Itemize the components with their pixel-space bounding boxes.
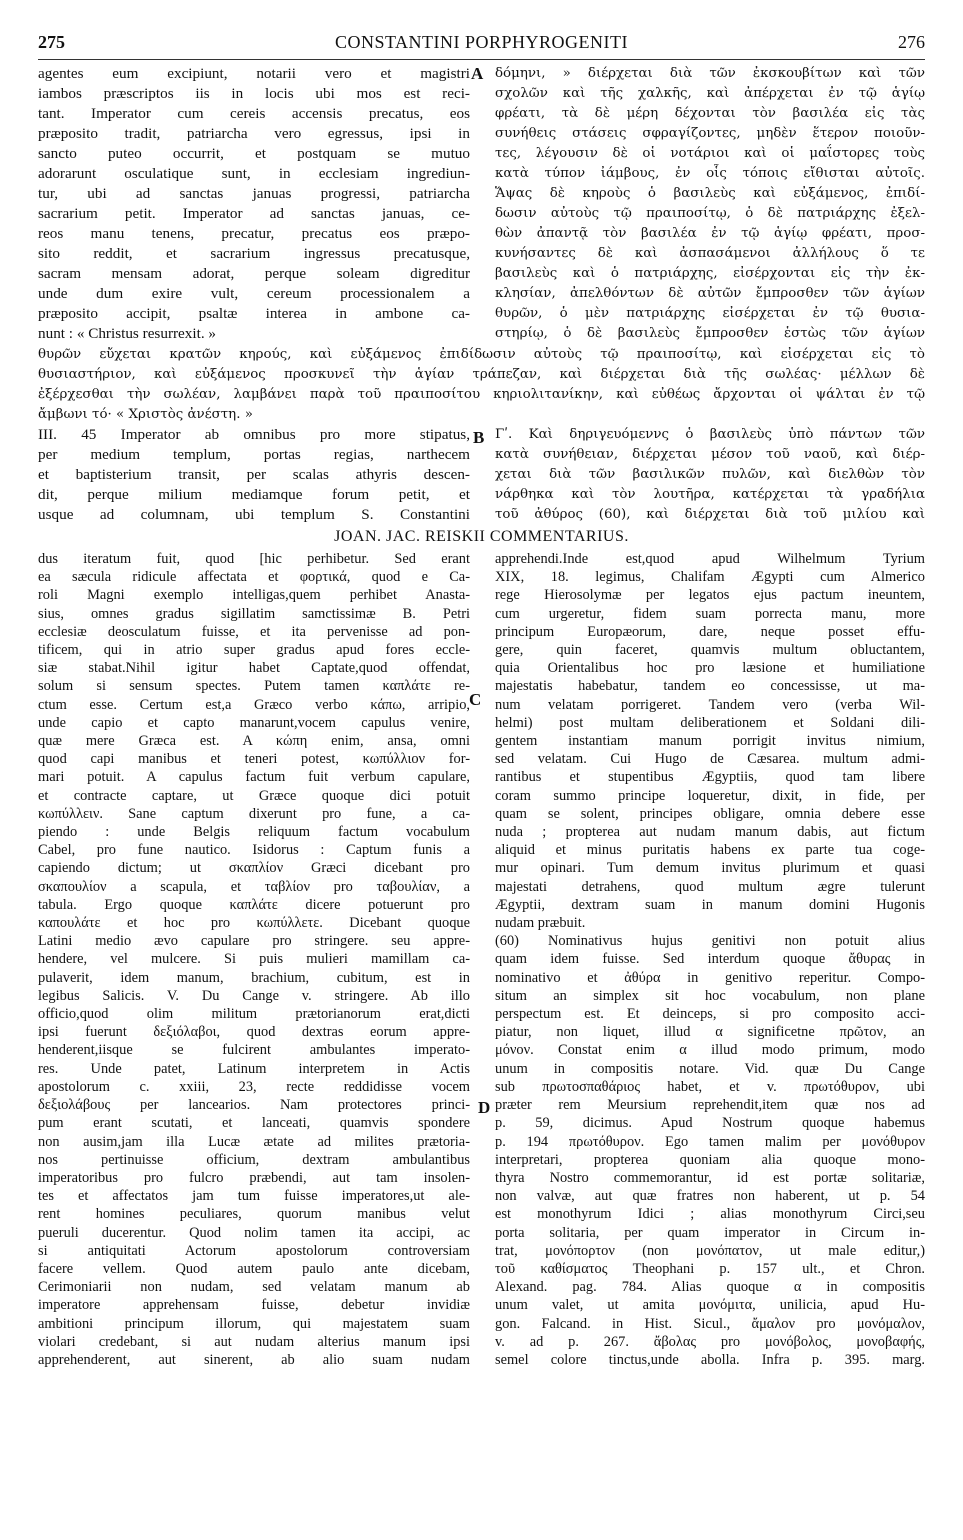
text-line: helmi) post multam deliberationem et Soldani dili-: [495, 714, 925, 731]
text-line: φρέατι, τὰ δὲ μέρη δέχονται τὸν βασιλέα εἰς τὰς: [495, 106, 925, 121]
text-line: μόνον. Constat enim α illud modo primum, modo: [495, 1042, 925, 1059]
text-line: semel colore tinctus,unde abolla. Infra p. 395. marg.: [495, 1351, 925, 1368]
text-line: (60) Nominativus hujus genitivi non potuit alius: [495, 933, 925, 950]
text-line: rantibus et stupentibus Ægyptiis, quod tam libere: [495, 769, 925, 786]
text-line: tes et affectatos jam tum fuisse imperatores,ut ale-: [38, 1188, 470, 1205]
text-line: mur opinari. Tum demum invitus plurimum et quasi: [495, 860, 925, 877]
text-line: ecclesiæ deosculatum fuisse, et ita pervenisse ad pon-: [38, 623, 470, 640]
text-line: rege Hierosolymæ per legatos ejus pactum ineuntem,: [495, 587, 925, 604]
text-line: III. 45 Imperator ab omnibus pro more stipatus,: [38, 426, 470, 443]
text-line: res. Unde patet, Latinum interpretem in Actis: [38, 1060, 470, 1077]
greek-full-width-block: [38, 345, 925, 425]
text-line: usque ad columnam, ubi templum S. Constantini: [38, 506, 470, 523]
text-line: νάρθηκα καὶ τὸν λουτῆρα, κατέρχεται τὰ γραδήλια: [495, 487, 925, 502]
text-line: majestatis habebatur, tandem eo concessisse, ut ma-: [495, 678, 925, 695]
text-line: nos pertinuisse officium, dextram ambulantibus: [38, 1151, 470, 1168]
text-line: sub πρωτοσπαθάριος habet, et v. πρωτόθυρον, ubi: [495, 1078, 925, 1095]
header-rule: [38, 59, 925, 60]
text-line: rent homines peculiares, quorum manibus velut: [38, 1206, 470, 1223]
text-line: XIX, 18. legimus, Chalifam Ægypti cum Almerico: [495, 569, 925, 586]
text-line: adorarunt osculatique sunt, in ecclesiam ingrediun-: [38, 165, 470, 182]
text-line: capiendo dictum; ut σκαπλίον Græci dicebant pro: [38, 860, 470, 877]
text-line: majestati detrahens, quod multum ægre tulerunt: [495, 878, 925, 895]
text-line: sito reddit, et sacrarium ingressus precatusque,: [38, 245, 470, 262]
text-line: tificem, qui in atrio super gradus apud fores eccle-: [38, 642, 470, 659]
text-line: Γʹ. Καὶ δηριγευόμεννς ὁ βασιλεὺς ὑπὸ πάντων τῶν: [495, 427, 925, 442]
text-line: apprehendi.Inde est,quod apud Wilhelmum Tyrium: [495, 551, 925, 567]
text-line: συνήθεις στάσεις σφραγίζοντες, μηδὲν ἕτερον ποιοῦν-: [495, 126, 925, 141]
text-line: τες, λέγουσιν δὲ οἱ νοτάριοι καὶ οἱ μαΐστορες τοὺς: [495, 146, 925, 161]
text-line: cum urgeretur, fidem suam porrecta manu, more: [495, 605, 925, 622]
commentary-left-column: [38, 550, 470, 1369]
text-line: gere, quin faceret, quamvis multum obluctantem,: [495, 642, 925, 659]
text-line: et baptisterium transit, per scalas athyris descen-: [38, 466, 470, 483]
text-line: κυνήσαντες δὲ καὶ ἀσπασάμενοι ἀλλήλους ὅ τε: [495, 246, 925, 261]
text-line: βασιλεὺς καὶ ὁ πατριάρχης, εἰσέρχονται εἰς τὴν ἐκ-: [495, 266, 925, 281]
text-line: sancto puteo occurrit, et postquam se mutuo: [38, 145, 470, 162]
text-line: sacrarium petit. Imperator ad sanctas januas, ce-: [38, 205, 470, 222]
text-line: non valvæ, aut quæ fratres non haberent, ut p. 54: [495, 1188, 925, 1205]
text-line: Cabel, pro fune nautico. Isidorus : Captum funis a: [38, 842, 470, 859]
text-line: quæ mere Græca est. A κώπη enim, ansa, omni: [38, 733, 470, 750]
text-line: imperatore apprehensam fuisse, debetur invidiæ: [38, 1297, 470, 1314]
text-line: nominativo et ἀθύρα in genitivo reperitur. Compo-: [495, 969, 925, 986]
text-line: unum valet, ut amita μονόμιτα, unilicia, apud Hu-: [495, 1297, 925, 1314]
text-line: Cerimoniarii non nudam, sed velatam manum ab: [38, 1279, 470, 1296]
text-line: dus iteratum fuit, quod [hic perhibetur. Sed erant: [38, 551, 470, 567]
text-line: quam idem fuisse. Sed interdum quoque ἄθυρας in: [495, 951, 925, 968]
text-line: reos manu tenens, precatur, precatus eos præpo-: [38, 225, 470, 242]
text-line: tur, ubi ad sanctas januas progressi, patriarcha: [38, 185, 470, 202]
text-line: quod capi manibus et teneri potest, κωπύλλιον for-: [38, 751, 470, 768]
text-line: ambitioni principum illorum, qui majestatem suam: [38, 1315, 470, 1332]
text-line: στηρίῳ, ὁ δὲ βασιλεὺς ἔμπροσθεν ἑστὼς τῶν ἁγίων: [495, 326, 925, 341]
latin-translation-block-2: [38, 425, 470, 525]
text-line: Alexand. pag. 784. Alias quoque α in compositis: [495, 1279, 925, 1296]
text-line: pulaverit, idem manum, brachium, cubitum, est in: [38, 969, 470, 986]
text-line: apostolorum c. xxiii, 23, recte reddidisse vocem: [38, 1078, 470, 1095]
text-line: θυσιαστήριον, καὶ εὐξάμενος προσκυνεῖ τὴν ἁγίαν τράπεζαν, καὶ διέρχεται διὰ τῆς σωλέας· μέλλων δὲ: [38, 367, 925, 382]
text-line: si antiquitati Actorum apostolorum controversiam: [38, 1242, 470, 1259]
text-line: κατὰ συνήθειαν, διέρχεται μέσον τοῦ ναοῦ, καὶ διέρ-: [495, 447, 925, 462]
margin-marker-a: A: [471, 64, 484, 83]
text-line: sacram mensam adorat, perque soleam digreditur: [38, 265, 470, 282]
text-line: ctum esse. Certum est,a Græco verbo κάπω, arripio,: [38, 696, 470, 713]
greek-text-block-2: [495, 425, 925, 525]
text-line: præposito tradit, patriarcha vero egressus, ipsi in: [38, 125, 470, 142]
text-line: nuda ; propterea aut nudam manum dabis, aut fictum: [495, 824, 925, 841]
text-line: unde dum exire vult, cereum processionalem a: [38, 285, 470, 302]
text-line: tabula. Ergo quoque καπλάτε dicere potuerunt pro: [38, 896, 470, 913]
text-line: χεται διὰ τῶν βασιλικῶν πυλῶν, καὶ διελθὼν τὸν: [495, 467, 925, 482]
text-line: iambos præscriptos iis in locis ubi mos est reci-: [38, 85, 470, 102]
text-line: piendo : unde Belgis reliquum factum vocabulum: [38, 824, 470, 841]
margin-marker-c: C: [469, 690, 482, 709]
greek-text-block-1: [495, 64, 925, 344]
text-line: perspectum est. Et deinceps, si pro composito acci-: [495, 1006, 925, 1023]
text-line: pum erant scutati, et lanceati, quamvis spondere: [38, 1115, 470, 1132]
text-line: Ægyptii, dextram suam in manum domini Hugonis: [495, 896, 925, 913]
text-line: σκαπουλίον a scapula, et ταβλίον pro ταβουλίαν, a: [38, 878, 470, 895]
text-line: unde capio et capto manarunt,vocem capulus venire,: [38, 714, 470, 731]
text-line: thyra Nostro commemorantur, id est portæ solitariæ,: [495, 1169, 925, 1186]
commentary-right-column: [495, 550, 925, 1369]
text-line: ἄμβωνι τό· « Χριστὸς ἀνέστη. »: [38, 407, 253, 422]
margin-marker-b: B: [473, 428, 485, 447]
text-line: quia Orientalibus hoc pro læsione et humiliatione: [495, 660, 925, 677]
text-line: violari credebant, si aut nudam alterius manum ipsi: [38, 1333, 470, 1350]
text-line: unum in compositis notare. Vid. quæ Du Cange: [495, 1060, 925, 1077]
text-line: roli Magni exemplo intelligas,quem perhibet Anasta-: [38, 587, 470, 604]
text-line: gon. Falcand. in Hist. Sicul., ἄμαλον pro μονόμαλον,: [495, 1315, 925, 1332]
page-number-left: 275: [38, 32, 65, 52]
text-line: est monothyrum Idici ; alias monothyrum Circi,seu: [495, 1206, 925, 1223]
text-line: σχολῶν καὶ τῆς χαλκῆς, καὶ ἀπέρχεται ἐν τῷ ἁγίῳ: [495, 86, 925, 101]
text-line: non ausim,jam illa Lucæ ætate ad milites prætoria-: [38, 1133, 470, 1150]
text-line: facere vellem. Quod autem paulo ante dicebam,: [38, 1260, 470, 1277]
text-line: piatur, non liquet, illud α significetne πρῶτον, an: [495, 1024, 925, 1041]
text-line: num velatam porrigeret. Tandem vero (verba Wil-: [495, 696, 925, 713]
page-number-right: 276: [898, 32, 925, 52]
text-line: θυρῶν, ὁ μὲν πατριάρχης εἰσέρχεται ἐν τῷ θυσια-: [495, 306, 925, 321]
text-line: ipsi fuerunt δεξιόλαβοι, quod dextras eorum appre-: [38, 1024, 470, 1041]
text-line: Ἅψας δὲ κηροὺς ὁ βασιλεὺς καὶ εὐξάμενος, ἐπιδί-: [495, 186, 925, 201]
text-line: apprehenderent, aut sinerent, ab alio suam nudam: [38, 1351, 470, 1368]
text-line: nudam præbuit.: [495, 915, 586, 932]
text-line: solum si sensum spectes. Putem tamen καπλάτε re-: [38, 678, 470, 695]
text-line: p. 59, dicimus. Apud Nostrum quoque habemus: [495, 1115, 925, 1132]
text-line: δεξιολάβους per lancearios. Nam protectores princi-: [38, 1097, 470, 1114]
text-line: κωπύλλειν. Sane captum dixerunt pro fune, a ca-: [38, 805, 470, 822]
text-line: sed velatam. Cui Hugo de Cæsarea. multum admi-: [495, 751, 925, 768]
text-line: mari potuit. A capulus factum fuit verbum capulare,: [38, 769, 470, 786]
text-line: Latini medio ævo capulare pro stringere. seu appre-: [38, 933, 470, 950]
text-line: trat, μονόπορτον (non μονόπατον, ut male editur,): [495, 1242, 925, 1259]
text-line: tant. Imperator cum cereis accensis precatus, eos: [38, 105, 470, 122]
commentary-heading: JOAN. JAC. REISKII COMMENTARIUS.: [334, 528, 629, 545]
text-line: κλησίαν, ἀπελθόντων δὲ αὐτῶν ἔμπροσθεν τῶν ἁγίων: [495, 286, 925, 301]
text-line: τοῦ ἀθύρος (60), καὶ διέρχεται διὰ τοῦ μιλίου καὶ: [495, 507, 925, 522]
text-line: imperatoribus pro fulcro præbendi, aut tam insolen-: [38, 1169, 470, 1186]
text-line: porta solitaria, per quam imperator in Circum in-: [495, 1224, 925, 1241]
text-line: κατὰ τύπον ἰάμβους, ἐν οἷς τόποις εἴθισται αὐτοῖς.: [495, 166, 925, 181]
text-line: præter rem Meursium reprehendit,item quæ nos ad: [495, 1097, 925, 1114]
text-line: dit, perque milium mediamque forum petit, et: [38, 486, 470, 503]
text-line: θυρῶν εὔχεται κρατῶν κηρούς, καὶ εὐξάμενος ἐπιδίδωσιν αὐτοὺς τῷ πραιποσίτῳ, καὶ εἰσέρχεται εἰς τὸ: [38, 347, 925, 362]
text-line: coram summo principe loqueretur, dixit, in fide, per: [495, 787, 925, 804]
running-header: [38, 32, 925, 56]
text-line: δόμηνι, » διέρχεται διὰ τῶν ἐκσκουβίτων καὶ τῶν: [495, 66, 925, 81]
running-title: CONSTANTINI PORPHYROGENITI: [334, 32, 629, 52]
text-line: officio,quod olim militum prætorianorum erat,dicti: [38, 1006, 470, 1023]
margin-marker-d: D: [478, 1098, 491, 1117]
text-line: principum Europæorum, dare, neque posset effu-: [495, 623, 925, 640]
text-line: θὼν ἀπαντᾷ τὸν βασιλέα ἐν τῷ ἁγίῳ φρέατι, προσ-: [495, 226, 925, 241]
text-line: per medium templum, portas regias, narthecem: [38, 446, 470, 463]
text-line: nunt : « Christus resurrexit. »: [38, 325, 217, 342]
text-line: legibus Salicis. V. Du Cange v. stringere. Ab illo: [38, 987, 470, 1004]
text-line: agentes eum excipiunt, notarii vero et magistri: [38, 65, 470, 82]
text-line: καπουλάτε et hoc pro κωπύλλετε. Dicebant quoque: [38, 915, 470, 932]
text-line: gentem instantiam manum porrigit invitus nimium,: [495, 733, 925, 750]
text-line: δωσιν αὐτοὺς τῷ πραιποσίτῳ, ὁ δὲ πατριάρχης ἐξελ-: [495, 206, 925, 221]
text-line: henderent,iisque se fulcirent ambulantes imperato-: [38, 1042, 470, 1059]
text-line: hendere, vel mulcere. Si puis mulieri mamillam ca-: [38, 951, 470, 968]
text-line: τοῦ καθίσματος Theophani p. 157 ult., et Chron.: [495, 1260, 925, 1277]
text-line: pueruli ducerentur. Quod nolim tamen ita accipi, ac: [38, 1224, 470, 1241]
text-line: aliquid et minus puritatis habens ex parte tua coge-: [495, 842, 925, 859]
text-line: præposito accipit, psaltæ interea in ambone ca-: [38, 305, 470, 322]
text-line: situm an simplex sit hoc vocabulum, non plane: [495, 987, 925, 1004]
text-line: v. ad p. 267. ἄβολας pro μονόβολος, μονοβαφής,: [495, 1333, 925, 1350]
text-line: quam se solent, principes obligare, omnia debere esse: [495, 805, 925, 822]
text-line: sius, omnes gradus sigillatim samctissimæ B. Petri: [38, 605, 470, 622]
latin-translation-block-1: [38, 64, 470, 344]
text-line: et contracte captare, ut Græce quoque dici potuit: [38, 787, 470, 804]
text-line: p. 194 πρωτόθυρον. Ego tamen malim per μονόθυρον: [495, 1133, 925, 1150]
text-line: interpretari, propterea quoniam alia quoque mono-: [495, 1151, 925, 1168]
text-line: ἐξέρχεσθαι τὴν σωλέαν, λαμβάνει παρὰ τοῦ πραιποσίτου κηριολιτανίκην, καὶ εὐθέως ἄρχονται οἱ ψάλται ἐν τῷ: [38, 387, 925, 402]
text-line: ea sæcula ridicule affectata et φορτικά, quod e Ca-: [38, 569, 470, 586]
text-line: siæ stabat.Nihil igitur habet Captate,quod offendat,: [38, 660, 470, 677]
